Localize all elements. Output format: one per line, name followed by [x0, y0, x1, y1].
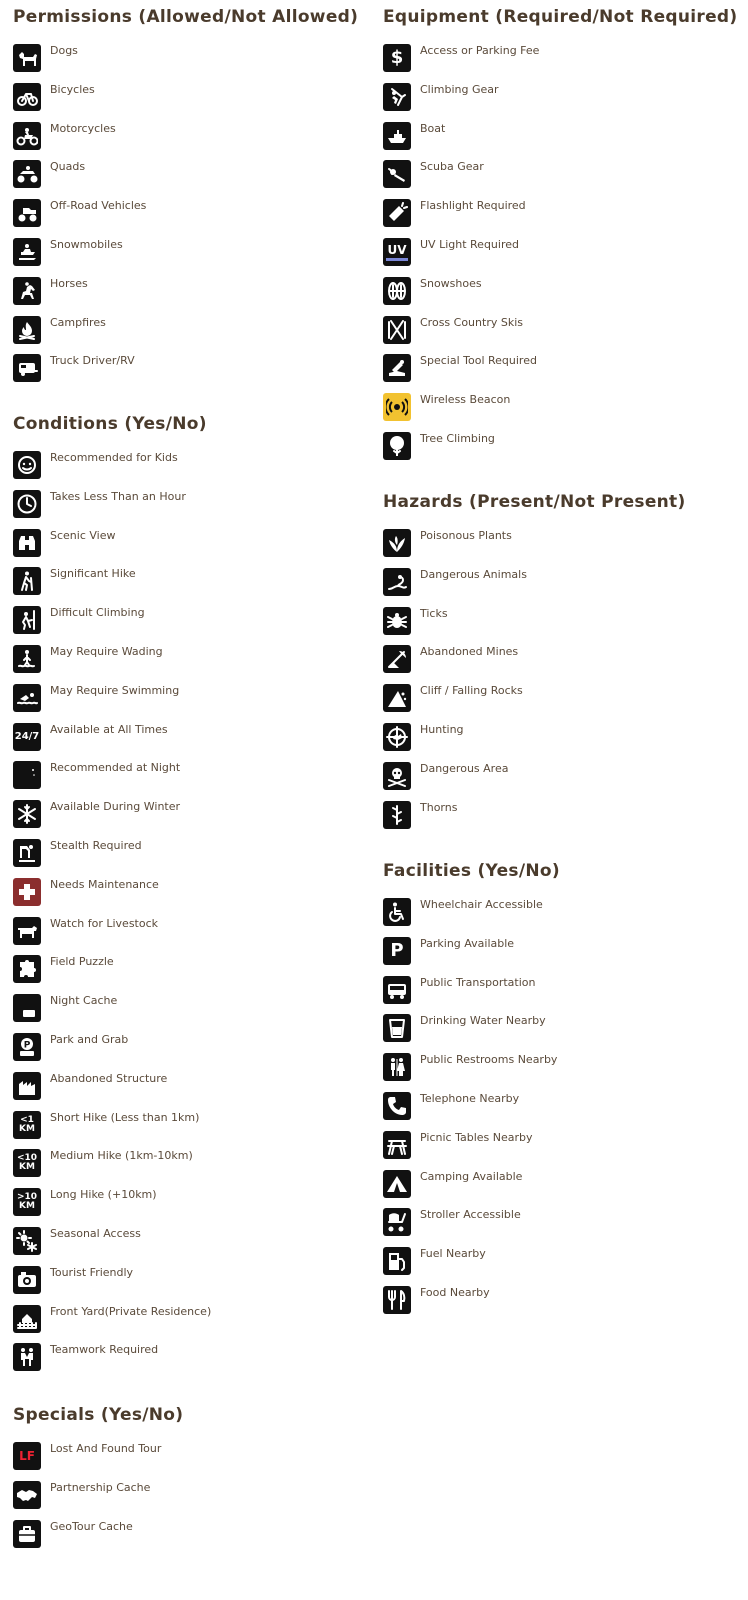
attribute-item-park-and-grab: [13, 1033, 353, 1061]
campfire-icon: [13, 316, 41, 344]
attribute-label: Recommended for Kids: [50, 451, 178, 464]
attribute-item-restroom: [383, 1053, 723, 1081]
horse-icon: [13, 277, 41, 305]
hazards-section-title: Hazards (Present/Not Present): [383, 492, 686, 512]
tree-icon: [383, 432, 411, 460]
kids-icon: [13, 451, 41, 479]
snowshoes-icon: [383, 277, 411, 305]
bicycle-icon: [13, 83, 41, 111]
facilities-section-title: Facilities (Yes/No): [383, 861, 560, 881]
tool-icon: [383, 354, 411, 382]
permissions-section-title: Permissions (Allowed/Not Allowed): [13, 7, 359, 27]
quad-icon: [13, 160, 41, 188]
attribute-label: Long Hike (+10km): [50, 1188, 157, 1202]
attribute-item-climbing: [13, 606, 353, 634]
uv-icon: UV: [383, 238, 411, 266]
attribute-item-snowmobile: [13, 238, 353, 266]
attribute-label: Takes Less Than an Hour: [50, 489, 186, 503]
attribute-item-seasonal: [13, 1227, 353, 1255]
attribute-item-skull: [383, 762, 723, 790]
falling-rocks-icon: [383, 684, 411, 712]
attribute-item-motorcycle: [13, 122, 353, 150]
attribute-item-cow: [13, 917, 353, 945]
scuba-icon: [383, 160, 411, 188]
attribute-item-tent: [383, 1170, 723, 1198]
attribute-item-flashlight: [383, 199, 723, 227]
attribute-label: Campfires: [50, 315, 106, 329]
wheelchair-icon: [383, 898, 411, 926]
attribute-item-fuel: [383, 1247, 723, 1275]
attribute-label: Camping Available: [420, 1169, 523, 1183]
water-icon: [383, 1014, 411, 1042]
attribute-item-quad: [13, 160, 353, 188]
attribute-label: UV Light Required: [420, 238, 519, 251]
motorcycle-icon: [13, 122, 41, 150]
attribute-item-handshake: [13, 1481, 353, 1509]
attribute-label: Wheelchair Accessible: [420, 898, 543, 911]
attribute-item-snowflake: [13, 800, 353, 828]
boat-icon: [383, 122, 411, 150]
attribute-item-clock: [13, 490, 353, 518]
attribute-label: Special Tool Required: [420, 354, 537, 368]
poison-plant-icon: [383, 529, 411, 557]
attribute-item-binoculars: [13, 529, 353, 557]
attribute-item-briefcase: [13, 1520, 353, 1548]
restroom-icon: [383, 1053, 411, 1081]
moon-icon: [13, 761, 41, 789]
attribute-item-tree: [383, 432, 723, 460]
climbing-gear-icon: [383, 83, 411, 111]
attribute-item-kids: [13, 451, 353, 479]
skis-icon: [383, 316, 411, 344]
attribute-item-long-hike: [13, 1188, 353, 1216]
attribute-label: Tree Climbing: [420, 432, 495, 445]
tent-icon: [383, 1170, 411, 1198]
attribute-label: Watch for Livestock: [50, 916, 159, 930]
parking-icon: P: [383, 937, 411, 965]
attribute-label: May Require Wading: [50, 645, 163, 658]
attribute-label: Climbing Gear: [420, 82, 499, 96]
attribute-item-off-road-vehicle: [13, 199, 353, 227]
attribute-label: Motorcycles: [50, 121, 116, 135]
attribute-label: Teamwork Required: [50, 1343, 159, 1357]
attribute-label: Hunting: [420, 723, 464, 736]
attribute-label: Available During Winter: [50, 800, 181, 814]
attribute-label: Medium Hike (1km-10km): [50, 1149, 193, 1163]
attribute-item-puzzle: [13, 955, 353, 983]
attribute-label: May Require Swimming: [50, 683, 180, 697]
front-yard-icon: [13, 1305, 41, 1333]
attribute-label: Stroller Accessible: [420, 1208, 521, 1222]
attribute-item-mine: [383, 645, 723, 673]
attribute-label: Bicycles: [50, 82, 95, 96]
attribute-label: Horses: [50, 276, 88, 290]
dollar-icon: $: [383, 44, 411, 72]
attribute-item-poison-plant: [383, 529, 723, 557]
phone-icon: [383, 1092, 411, 1120]
attribute-label: Abandoned Structure: [50, 1071, 168, 1085]
attribute-item-parking: [383, 937, 723, 965]
attribute-label: Stealth Required: [50, 839, 142, 852]
rv-icon: [13, 354, 41, 382]
tourist-icon: [13, 1266, 41, 1294]
attribute-label: Picnic Tables Nearby: [420, 1130, 533, 1144]
attribute-label: Front Yard(Private Residence): [50, 1304, 212, 1318]
attribute-item-water: [383, 1014, 723, 1042]
attribute-label: Quads: [50, 160, 86, 174]
attribute-label: Wireless Beacon: [420, 393, 511, 407]
snowflake-icon: [13, 800, 41, 828]
attribute-label: Public Transportation: [420, 975, 536, 989]
night-cache-icon: [13, 994, 41, 1022]
attribute-item-boat: [383, 122, 723, 150]
attribute-item-24-7: [13, 723, 353, 751]
bus-icon: [383, 976, 411, 1004]
attribute-label: Ticks: [420, 606, 448, 620]
attribute-item-food: [383, 1286, 723, 1314]
attribute-label: Cross Country Skis: [420, 315, 523, 329]
attribute-item-falling-rocks: [383, 684, 723, 712]
attribute-item-moon: [13, 761, 353, 789]
handshake-icon: [13, 1481, 41, 1509]
attribute-item-phone: [383, 1092, 723, 1120]
attribute-item-campfire: [13, 316, 353, 344]
park-and-grab-icon: [13, 1033, 41, 1061]
conditions-section-title: Conditions (Yes/No): [13, 414, 207, 434]
attribute-label: Dogs: [50, 44, 78, 57]
attribute-label: Significant Hike: [50, 567, 136, 581]
crosshair-icon: [383, 723, 411, 751]
attribute-item-scuba: [383, 160, 723, 188]
fuel-icon: [383, 1247, 411, 1275]
clock-icon: [13, 490, 41, 518]
swimming-icon: [13, 684, 41, 712]
attribute-label: Flashlight Required: [420, 199, 526, 213]
attribute-item-tool: [383, 354, 723, 382]
attribute-label: Access or Parking Fee: [420, 44, 540, 57]
attribute-item-abandoned-structure: [13, 1072, 353, 1100]
attribute-label: Truck Driver/RV: [50, 354, 135, 368]
attribute-item-wheelchair: [383, 898, 723, 926]
attribute-item-swimming: [13, 684, 353, 712]
attribute-item-beacon: [383, 393, 723, 421]
attribute-item-first-aid: [13, 878, 353, 906]
attribute-item-crosshair: [383, 723, 723, 751]
attribute-label: Recommended at Night: [50, 761, 181, 775]
attribute-item-rv: [13, 354, 353, 382]
attribute-item-picnic: [383, 1131, 723, 1159]
thorns-icon: [383, 801, 411, 829]
attribute-item-bicycle: [13, 83, 353, 111]
snowmobile-icon: [13, 238, 41, 266]
first-aid-icon: [13, 878, 41, 906]
attribute-item-dog: [13, 44, 353, 72]
attribute-item-short-hike: [13, 1111, 353, 1139]
flashlight-icon: [383, 199, 411, 227]
mine-icon: [383, 645, 411, 673]
attribute-label: Needs Maintenance: [50, 877, 159, 891]
off-road-vehicle-icon: [13, 199, 41, 227]
attribute-label: Field Puzzle: [50, 955, 114, 969]
attribute-label: Partnership Cache: [50, 1480, 151, 1494]
attribute-label: Seasonal Access: [50, 1227, 141, 1240]
attribute-label: Lost And Found Tour: [50, 1442, 162, 1455]
attribute-label: Tourist Friendly: [50, 1265, 134, 1279]
attribute-label: Dangerous Area: [420, 761, 509, 775]
puzzle-icon: [13, 955, 41, 983]
hiker-icon: [13, 567, 41, 595]
attribute-item-hiker: [13, 567, 353, 595]
attribute-item-front-yard: [13, 1305, 353, 1333]
attribute-label: Available at All Times: [50, 722, 168, 736]
skull-icon: [383, 762, 411, 790]
briefcase-icon: [13, 1520, 41, 1548]
attribute-item-teamwork: [13, 1343, 353, 1371]
attribute-item-bus: [383, 976, 723, 1004]
attribute-label: Telephone Nearby: [420, 1092, 520, 1105]
attribute-label: GeoTour Cache: [50, 1519, 133, 1533]
attribute-item-skis: [383, 316, 723, 344]
wading-icon: [13, 645, 41, 673]
short-hike-icon: <1 KM: [13, 1111, 41, 1139]
attribute-label: Scenic View: [50, 528, 116, 542]
climbing-icon: [13, 606, 41, 634]
stroller-icon: [383, 1208, 411, 1236]
attribute-item-snowshoes: [383, 277, 723, 305]
attribute-item-stroller: [383, 1208, 723, 1236]
attribute-label: Snowshoes: [420, 276, 482, 290]
attribute-label: Short Hike (Less than 1km): [50, 1110, 200, 1124]
stealth-icon: [13, 839, 41, 867]
attribute-item-night-cache: [13, 994, 353, 1022]
attribute-label: Fuel Nearby: [420, 1247, 486, 1261]
attribute-label: Parking Available: [420, 936, 515, 950]
binoculars-icon: [13, 529, 41, 557]
medium-hike-icon: <10 KM: [13, 1149, 41, 1177]
attribute-item-tourist: [13, 1266, 353, 1294]
teamwork-icon: [13, 1343, 41, 1371]
attribute-item-thorns: [383, 801, 723, 829]
attribute-label: Scuba Gear: [420, 160, 484, 174]
attribute-item-uv: [383, 238, 723, 266]
attribute-item-horse: [13, 277, 353, 305]
long-hike-icon: >10 KM: [13, 1188, 41, 1216]
attribute-label: Off-Road Vehicles: [50, 199, 147, 213]
attribute-label: Abandoned Mines: [420, 645, 519, 659]
attribute-label: Cliff / Falling Rocks: [420, 684, 523, 698]
seasonal-icon: [13, 1227, 41, 1255]
dog-icon: [13, 44, 41, 72]
picnic-icon: [383, 1131, 411, 1159]
specials-section-title: Specials (Yes/No): [13, 1405, 184, 1425]
attribute-item-wading: [13, 645, 353, 673]
svg-text:P: P: [23, 1040, 31, 1051]
attribute-label: Food Nearby: [420, 1286, 490, 1299]
attribute-label: Park and Grab: [50, 1033, 129, 1046]
attribute-item-stealth: [13, 839, 353, 867]
attribute-item-tick: [383, 607, 723, 635]
attribute-item-climbing-gear: [383, 83, 723, 111]
lost-and-found-icon: LF: [13, 1442, 41, 1470]
attribute-label: Poisonous Plants: [420, 529, 512, 542]
attribute-item-dollar: [383, 44, 723, 72]
attribute-item-medium-hike: [13, 1149, 353, 1177]
food-icon: [383, 1286, 411, 1314]
snake-icon: [383, 568, 411, 596]
beacon-icon: [383, 393, 411, 421]
attribute-label: Night Cache: [50, 994, 118, 1008]
attribute-item-snake: [383, 568, 723, 596]
attribute-label: Drinking Water Nearby: [420, 1014, 546, 1028]
abandoned-structure-icon: [13, 1072, 41, 1100]
attribute-label: Dangerous Animals: [420, 567, 527, 581]
attribute-item-lost-and-found: [13, 1442, 353, 1470]
tick-icon: [383, 607, 411, 635]
attribute-label: Snowmobiles: [50, 238, 123, 251]
equipment-section-title: Equipment (Required/Not Required): [383, 7, 738, 27]
24-7-icon: 24/7: [13, 723, 41, 751]
attribute-label: Thorns: [420, 800, 458, 814]
cow-icon: [13, 917, 41, 945]
attribute-label: Public Restrooms Nearby: [420, 1053, 558, 1067]
attribute-label: Difficult Climbing: [50, 606, 145, 620]
attribute-label: Boat: [420, 121, 446, 135]
